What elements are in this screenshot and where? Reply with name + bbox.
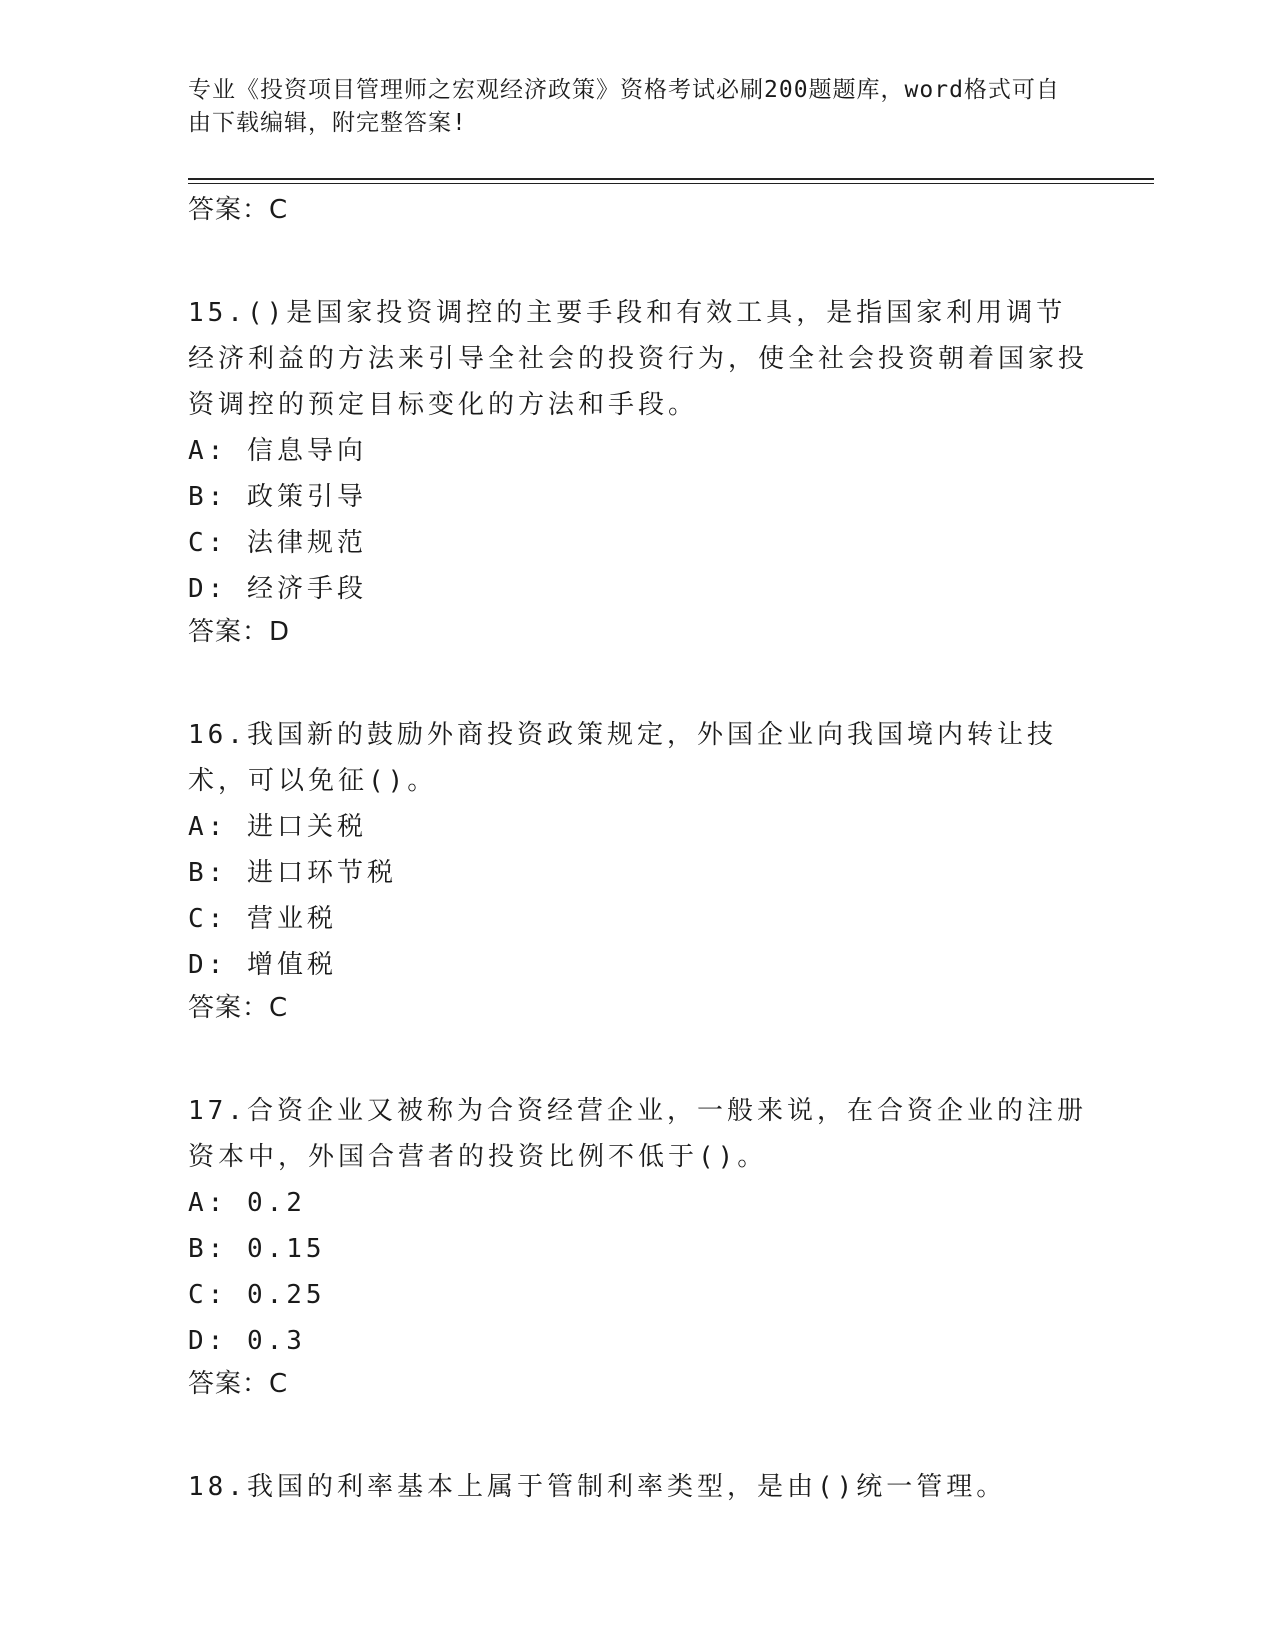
answer: 答案：C <box>188 993 289 1023</box>
option-d: D: 经济手段 <box>188 574 367 604</box>
header-divider <box>188 178 1154 184</box>
spacer <box>188 652 1088 712</box>
option-b: B: 政策引导 <box>188 482 367 512</box>
document-body <box>188 190 1088 1510</box>
option-d: D: 增值税 <box>188 950 337 980</box>
question-stem: 18.我国的利率基本上属于管制利率类型，是由()统一管理。 <box>188 1472 1007 1502</box>
option-d: D: 0.3 <box>188 1326 306 1356</box>
question-stem: 15.()是国家投资调控的主要手段和有效工具，是指国家利用调节经济利益的方法来引导全社会的投资行为，使全社会投资朝着国家投资调控的预定目标变化的方法和手段。 <box>188 298 1089 420</box>
option-c: C: 0.25 <box>188 1280 326 1310</box>
answer-14: 答案：C <box>188 195 289 225</box>
question-18 <box>188 1464 1088 1510</box>
option-a: A: 信息导向 <box>188 436 367 466</box>
option-b: B: 0.15 <box>188 1234 326 1264</box>
question-stem: 16.我国新的鼓励外商投资政策规定，外国企业向我国境内转让技术，可以免征()。 <box>188 720 1057 796</box>
question-17 <box>188 1088 1088 1404</box>
option-b: B: 进口环节税 <box>188 858 397 888</box>
answer: 答案：D <box>188 617 291 647</box>
spacer <box>188 1404 1088 1464</box>
spacer <box>188 230 1088 290</box>
option-c: C: 营业税 <box>188 904 337 934</box>
spacer <box>188 1028 1088 1088</box>
question-16 <box>188 712 1088 1028</box>
option-c: C: 法律规范 <box>188 528 367 558</box>
question-stem: 17.合资企业又被称为合资经营企业，一般来说，在合资企业的注册资本中，外国合营者的投资比例不低于()。 <box>188 1096 1087 1172</box>
option-a: A: 进口关税 <box>188 812 367 842</box>
option-a: A: 0.2 <box>188 1188 306 1218</box>
question-15 <box>188 290 1088 652</box>
document-header: 专业《投资项目管理师之宏观经济政策》资格考试必刷200题题库，word格式可自由下载编辑，附完整答案! <box>188 77 1060 136</box>
answer: 答案：C <box>188 1369 289 1399</box>
